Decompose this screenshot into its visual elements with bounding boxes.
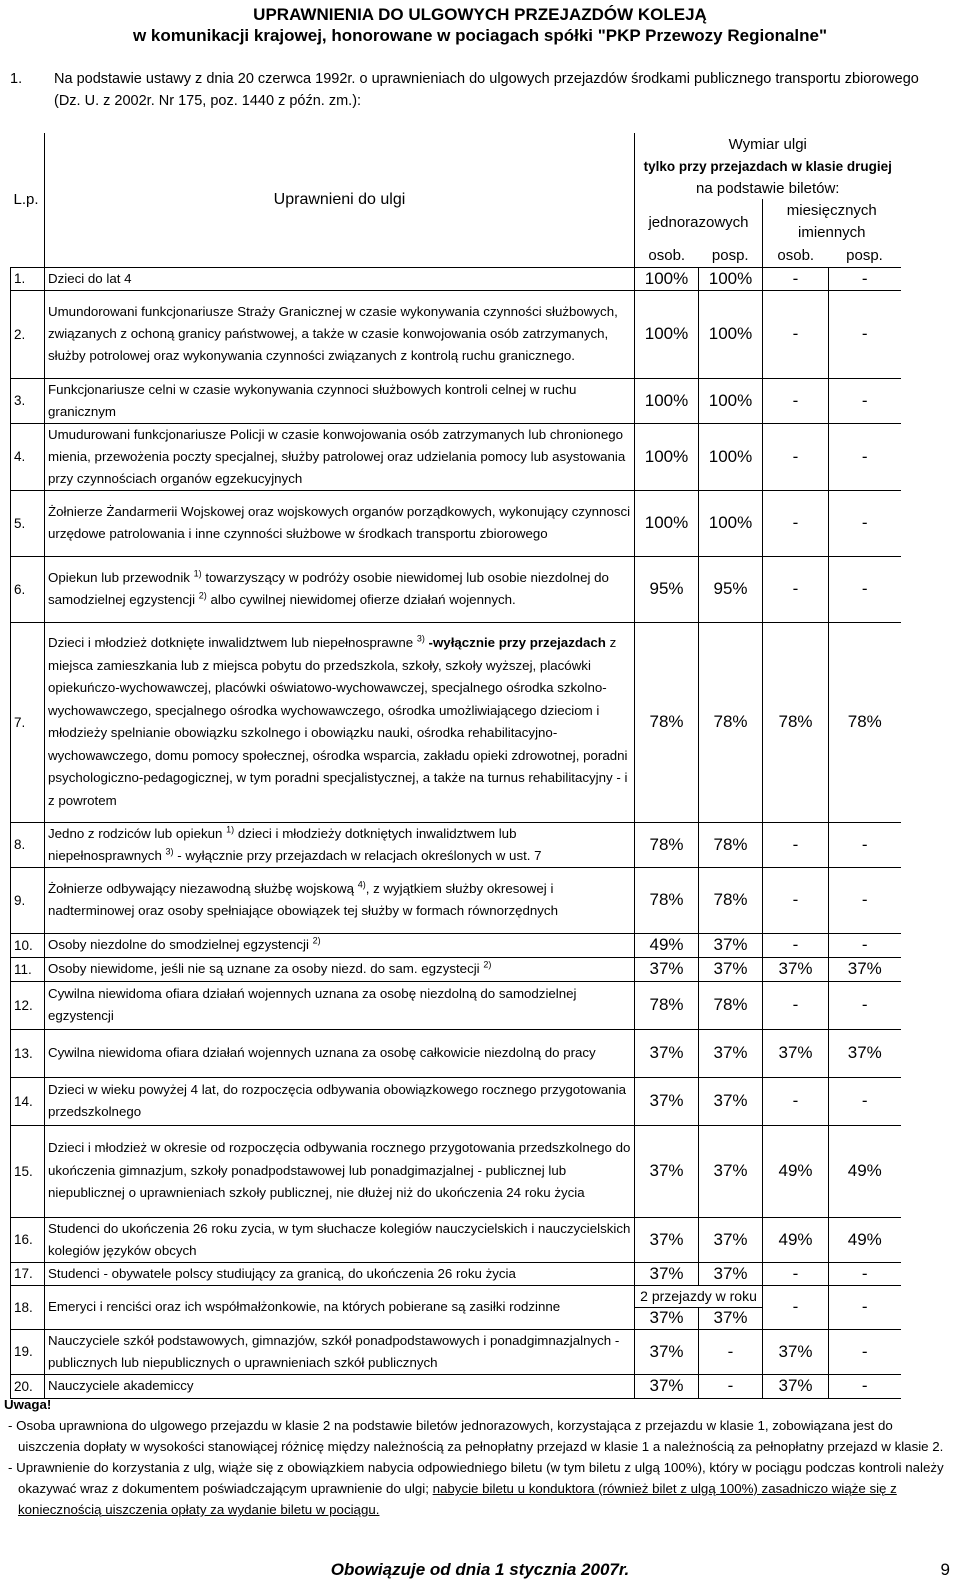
table-row: [11, 1217, 901, 1262]
value-cell: 37%: [763, 1374, 829, 1398]
table-row: [11, 1329, 901, 1374]
value-cell: 37%: [635, 1374, 699, 1398]
value-cell: 37%: [699, 933, 763, 957]
value-cell: 100%: [699, 378, 763, 423]
row-description: Emeryci i renciści oraz ich współmałżonkowie, na których pobierane są zasiłki rodzinne: [45, 1285, 635, 1329]
row-description: [45, 957, 635, 981]
value-cell: -: [763, 556, 829, 622]
header-tylko: tylko przy przejazdach w klasie drugiej: [643, 158, 892, 174]
row-description: Umundorowani funkcjonariusze Straży Granicznej w czasie wykonywania czynności służbowych, związanych z ochoną granicy państwowej, a także w czasie konwojowania osób zatrzymanych, służby potrolowej oraz wykonywania czynności związanych z kontrolą ruchu granicznego.: [45, 290, 635, 378]
value-cell: 100%: [635, 290, 699, 378]
value-cell: 100%: [699, 490, 763, 556]
table-row: [11, 490, 901, 556]
row-number: 13.: [11, 1029, 45, 1077]
value-cell: -: [763, 981, 829, 1029]
table-row: [11, 1285, 901, 1307]
footnote-ref: 4): [357, 879, 366, 890]
value-cell: -: [763, 822, 829, 867]
value-cell: 49%: [829, 1125, 901, 1217]
page-number: 9: [940, 1560, 950, 1579]
value-cell: -: [829, 490, 901, 556]
uwaga-note-2: [0, 1457, 950, 1520]
row-number: 1.: [11, 267, 45, 290]
value-cell: 95%: [699, 556, 763, 622]
value-cell: 100%: [635, 378, 699, 423]
value-cell: -: [763, 267, 829, 290]
table-row: [11, 1125, 901, 1217]
value-cell: -: [763, 378, 829, 423]
value-cell: 100%: [699, 267, 763, 290]
value-cell: -: [829, 933, 901, 957]
row-description: Dzieci w wieku powyżej 4 lat, do rozpoczęcia odbywania obowiązkowego rocznego przygotowania przedszkolnego: [45, 1077, 635, 1125]
header-posp-1: posp.: [699, 245, 763, 267]
value-cell: -: [763, 867, 829, 933]
desc-part: Jedno z rodziców lub opiekun: [48, 825, 227, 841]
value-cell: -: [829, 1329, 901, 1374]
value-cell: -: [829, 1285, 901, 1329]
value-cell: 100%: [635, 267, 699, 290]
desc-part: Osoby niewidome, jeśli nie są uznane za osoby niezd. do sam. egzystecji: [48, 961, 484, 976]
header-wymiar: Wymiar ulgi: [635, 133, 901, 155]
row-description: [45, 556, 635, 622]
value-cell: 78%: [635, 822, 699, 867]
header-miesiecznych: miesięcznych imiennych: [763, 199, 901, 245]
value-cell: 37%: [635, 1029, 699, 1077]
row-description: Studenci - obywatele polscy studiujący za granicą, do ukończenia 26 roku życia: [45, 1262, 635, 1285]
value-cell: -: [763, 290, 829, 378]
row-number: 6.: [11, 556, 45, 622]
value-cell: 78%: [763, 622, 829, 822]
table-row: [11, 1077, 901, 1125]
row-description: [45, 933, 635, 957]
value-cell: 100%: [635, 423, 699, 490]
table-row: [11, 556, 901, 622]
header-osob-2: osob.: [763, 245, 829, 267]
row-number: 10.: [11, 933, 45, 957]
title-line-1: UPRAWNIENIA DO ULGOWYCH PRZEJAZDÓW KOLEJĄ: [253, 5, 707, 24]
row-number: 3.: [11, 378, 45, 423]
row-number: 16.: [11, 1217, 45, 1262]
value-cell: 37%: [635, 1125, 699, 1217]
value-cell: -: [829, 1262, 901, 1285]
row-description: Cywilna niewidoma ofiara działań wojennych uznana za osobę całkowicie niezdolną do pracy: [45, 1029, 635, 1077]
value-cell: 37%: [763, 1329, 829, 1374]
table-row: [11, 933, 901, 957]
uwaga-note-2-underlined: nabycie biletu u konduktora (również bilet z ulgą 100%) zasadniczo wiąże się z koniecznością uiszczenia opłaty za wydanie biletu w pociągu.: [18, 1481, 897, 1517]
desc-part: Dzieci i młodzież dotknięte inwalidztwem lub niepełnosprawne: [48, 635, 417, 650]
value-cell: 37%: [829, 1029, 901, 1077]
discount-table: [10, 133, 901, 1399]
row-description: [45, 822, 635, 867]
table-row: [11, 981, 901, 1029]
desc-bold-part: -wyłącznie przy przejazdach: [424, 635, 606, 650]
footnote-ref: 3): [416, 633, 425, 644]
value-cell: 37%: [699, 1029, 763, 1077]
value-cell: 49%: [829, 1217, 901, 1262]
table-row: [11, 957, 901, 981]
value-cell: 78%: [699, 822, 763, 867]
value-cell: -: [763, 933, 829, 957]
value-cell: 37%: [635, 1077, 699, 1125]
value-cell: -: [763, 490, 829, 556]
footnote-ref: 2): [198, 590, 207, 601]
value-cell: 37%: [699, 1077, 763, 1125]
header-posp-2: posp.: [829, 245, 901, 267]
footnote-ref: 2): [312, 935, 321, 946]
value-cell: 49%: [763, 1217, 829, 1262]
header-osob-1: osob.: [635, 245, 699, 267]
table-row: [11, 822, 901, 867]
row-description: Dzieci do lat 4: [45, 267, 635, 290]
desc-part: - wyłącznie przy przejazdach w relacjach określonych w ust. 7: [173, 847, 542, 863]
value-cell: 37%: [635, 1217, 699, 1262]
value-cell: 37%: [763, 957, 829, 981]
header-na-podstawie: na podstawie biletów:: [635, 177, 901, 199]
value-cell: 100%: [699, 423, 763, 490]
row-number: 14.: [11, 1077, 45, 1125]
desc-part: towarzyszący w podróży osobie niewidomej lub osobie niezdolnej do samodzielnej egzystencji: [48, 570, 609, 607]
value-cell: 78%: [699, 981, 763, 1029]
row-number: 7.: [11, 622, 45, 822]
desc-part: Osoby niezdolne do smodzielnej egzystencji: [48, 937, 313, 952]
table-row: [11, 378, 901, 423]
value-cell: -: [699, 1329, 763, 1374]
footer-effective-date: Obowiązuje od dnia 1 stycznia 2007r.: [330, 1560, 630, 1579]
value-cell: -: [829, 1374, 901, 1398]
footnote-ref: 3): [165, 846, 174, 857]
value-cell: -: [763, 423, 829, 490]
row-number: 2.: [11, 290, 45, 378]
footnote-ref: 1): [226, 824, 235, 835]
value-cell: 37%: [763, 1029, 829, 1077]
value-cell: -: [829, 423, 901, 490]
desc-part: dzieci i młodzieży dotkniętych inwalidztwem lub niepełnosprawnych: [48, 825, 517, 863]
header-jednorazowych: jednorazowych: [635, 199, 763, 245]
table-row: [11, 1262, 901, 1285]
row-number: 20.: [11, 1374, 45, 1398]
value-cell: 78%: [635, 622, 699, 822]
value-cell: 37%: [635, 1329, 699, 1374]
value-cell: 78%: [829, 622, 901, 822]
value-cell: 37%: [829, 957, 901, 981]
row-number: 4.: [11, 423, 45, 490]
value-cell: -: [829, 378, 901, 423]
row-description: Dzieci i młodzież w okresie od rozpoczęcia odbywania rocznego przygotowania przedszkolnego do ukończenia gimnazjum, szkoły ponadpodstawowej lub ponadgimazjalnej - publicznej lub niepublicznej o uprawnieniach szkoły publicznej, nie dłużej niż do ukończenia 24 roku życia: [45, 1125, 635, 1217]
value-cell: 37%: [635, 957, 699, 981]
value-cell: 78%: [635, 867, 699, 933]
row-number: 17.: [11, 1262, 45, 1285]
value-cell: -: [763, 1262, 829, 1285]
intro-text: Na podstawie ustawy z dnia 20 czerwca 1992r. o uprawnieniach do ulgowych przejazdów środkami publicznego transportu zbiorowego (Dz. U. z 2002r. Nr 175, poz. 1440 z późn. zm.):: [54, 71, 919, 109]
value-cell: -: [829, 1077, 901, 1125]
desc-part: , z wyjątkiem służby okresowej i nadterminowej oraz osoby spełniające obowiązek tej służby w formach równorzędnych: [48, 881, 558, 918]
row-description: Nauczyciele szkół podstawowych, gimnazjów, szkół ponadpodstawowych i ponadgimnazjalnych - publicznych lub niepublicznych o uprawnieniach szkół publicznych: [45, 1329, 635, 1374]
value-cell: -: [829, 981, 901, 1029]
row-number: 12.: [11, 981, 45, 1029]
intro-paragraph: [10, 68, 940, 112]
row-number: 15.: [11, 1125, 45, 1217]
desc-part: albo cywilnej niewidomej ofierze działań wojennych.: [206, 592, 516, 607]
value-cell: -: [763, 1077, 829, 1125]
desc-part: Żołnierze odbywający niezawodną służbę wojskową: [48, 881, 358, 896]
row-number: 9.: [11, 867, 45, 933]
value-cell: -: [829, 556, 901, 622]
value-cell: -: [829, 267, 901, 290]
table-row: [11, 267, 901, 290]
table-row: [11, 423, 901, 490]
row-description: Nauczyciele akademiccy: [45, 1374, 635, 1398]
value-cell: 37%: [635, 1307, 699, 1329]
value-cell: -: [829, 822, 901, 867]
row-note: 2 przejazdy w roku: [635, 1285, 763, 1307]
header-lp: L.p.: [11, 133, 45, 267]
value-cell: 78%: [699, 622, 763, 822]
table-row: [11, 1029, 901, 1077]
desc-part: Opiekun lub przewodnik: [48, 570, 194, 585]
row-number: 19.: [11, 1329, 45, 1374]
document-title: [0, 4, 960, 46]
row-description: Studenci do ukończenia 26 roku zycia, w tym słuchacze kolegiów nauczycielskich i nauczycielskich kolegiów języków obcych: [45, 1217, 635, 1262]
value-cell: 78%: [635, 981, 699, 1029]
row-description: [45, 867, 635, 933]
uwaga-notes: [0, 1394, 950, 1520]
uwaga-label: Uwaga!: [4, 1397, 52, 1412]
value-cell: 100%: [635, 490, 699, 556]
value-cell: 37%: [699, 1217, 763, 1262]
row-description: Funkcjonariusze celni w czasie wykonywania czynnoci służbowych kontroli celnej w ruchu granicznym: [45, 378, 635, 423]
title-line-2: w komunikacji krajowej, honorowane w pociagach spółki "PKP Przewozy Regionalne": [132, 26, 828, 45]
value-cell: -: [829, 867, 901, 933]
value-cell: 37%: [699, 1262, 763, 1285]
value-cell: 37%: [699, 1307, 763, 1329]
footnote-ref: 1): [193, 568, 202, 579]
row-number: 5.: [11, 490, 45, 556]
value-cell: 37%: [699, 957, 763, 981]
uwaga-note-2-text: - Uprawnienie do korzystania z ulg, wiąże się z obowiązkiem nabycia odpowiedniego biletu (w tym biletu z ulgą 100%), który w pociągu podczas kontroli należy okazywać wraz z dokumentem poświadczającym uprawnienie do ulgi;: [8, 1460, 944, 1496]
value-cell: 100%: [699, 290, 763, 378]
row-description: Umudurowani funkcjonariusze Policji w czasie konwojowania osób zatrzymanych lub chronionego mienia, przewożenia poczty specjalnej, służby patrolowej oraz udzielania pomocy lub asystowania przy czynnościach organów egzekucyjnych: [45, 423, 635, 490]
uwaga-note-1: - Osoba uprawniona do ulgowego przejazdu w klasie 2 na podstawie biletów jednorazowych, korzystająca z przejazdu w klasie 1, zobowiązana jest do uiszczenia dopłaty w wysokości stanowiącej różnicę między należnością za pełnopłatny przejazd w klasie 1 a należnością za pełnopłatny przejazd w klasie 2.: [8, 1418, 944, 1454]
value-cell: 37%: [699, 1125, 763, 1217]
value-cell: -: [763, 1285, 829, 1329]
header-uprawnieni: Uprawnieni do ulgi: [45, 133, 635, 267]
value-cell: 37%: [635, 1262, 699, 1285]
table-row: [11, 867, 901, 933]
table-row: [11, 622, 901, 822]
table-row: [11, 290, 901, 378]
footnote-ref: 2): [483, 959, 492, 970]
value-cell: 49%: [763, 1125, 829, 1217]
row-number: 11.: [11, 957, 45, 981]
value-cell: -: [699, 1374, 763, 1398]
value-cell: 95%: [635, 556, 699, 622]
value-cell: 78%: [699, 867, 763, 933]
row-description: Cywilna niewidoma ofiara działań wojennych uznana za osobę niezdolną do samodzielnej egzystencji: [45, 981, 635, 1029]
desc-part: z miejsca zamieszkania lub z miejsca pobytu do przedszkola, szkoły, szkoły wyższej, placówki opiekuńczo-wychowawczej, placówki oświatowo-wychowawczej, specjalnego ośrodka szkolno-wychowawczego, specjalnego ośrodka wychowawczego, ośrodka umożliwiającego dzieciom i młodzieży spelnianie obowiązku szkolnego i obowiązku nauki, ośrodka rehabilitacyjno-wychowawczego, domu pomocy społecznej, ośrodka wsparcia, zakładu opieki zdrowotnej, poradni psychologiczno-pedagogicznej, w tym poradni specjalistycznej, a także na turnus rehabilitacyjny - i z powrotem: [48, 635, 628, 808]
row-description: [45, 622, 635, 822]
row-number: 18.: [11, 1285, 45, 1329]
intro-number: 1.: [10, 71, 23, 87]
value-cell: -: [829, 290, 901, 378]
row-description: Żołnierze Żandarmerii Wojskowej oraz wojskowych organów porządkowych, wykonujący czynnosci urzędowe patrolowania i inne czynności służbowe w środkach transportu zbiorowego: [45, 490, 635, 556]
value-cell: 49%: [635, 933, 699, 957]
row-number: 8.: [11, 822, 45, 867]
